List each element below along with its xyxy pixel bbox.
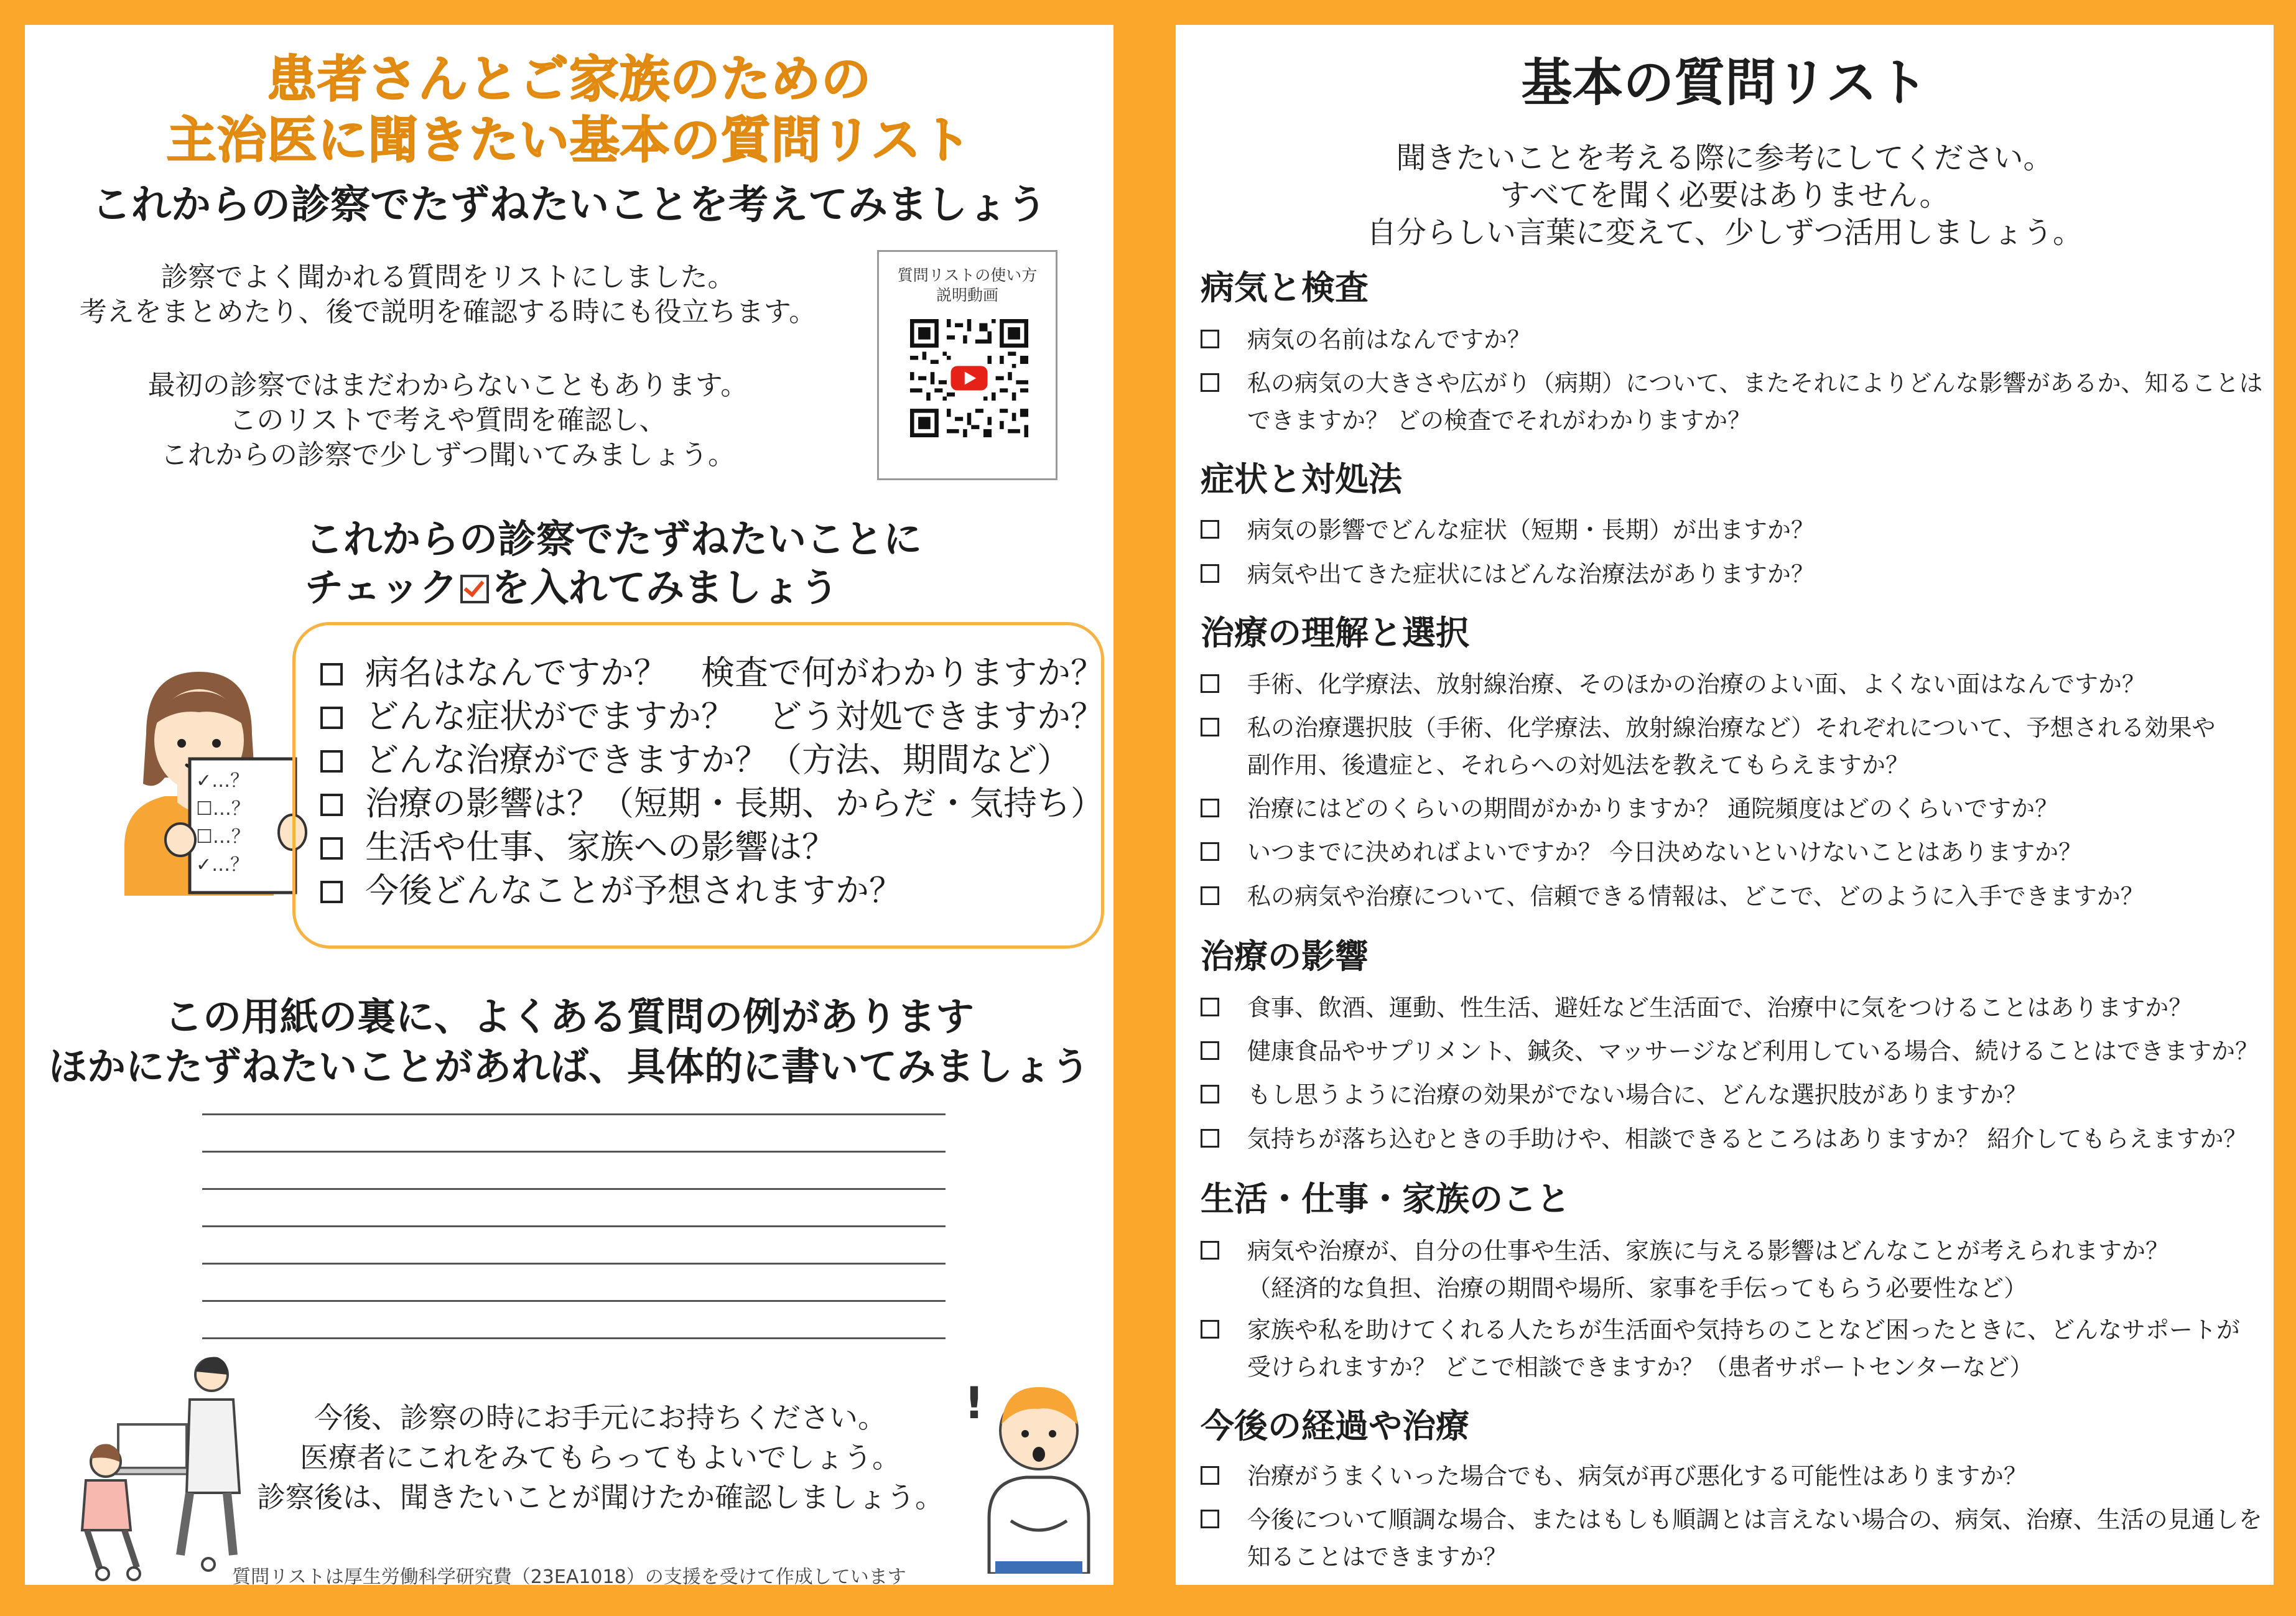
writing-line[interactable]: [202, 1188, 946, 1190]
checklist-label: 今後どんなことが予想されますか？: [365, 871, 903, 910]
checklist-box: [292, 622, 1104, 949]
question-text: 治療にはどのくらいの期間がかかりますか？ 通院頻度はどのくらいですか？: [1247, 795, 2059, 822]
question-text: いつまでに決めればよいですか？ 今日決めないといけないことはありますか？: [1247, 838, 2083, 866]
section-heading: 治療の理解と選択: [1201, 613, 1469, 652]
qr-code-icon[interactable]: [910, 319, 1028, 437]
qr-video-box[interactable]: [877, 250, 1057, 480]
checklist-item[interactable]: [320, 738, 1071, 782]
right-intro-line-2: すべてを聞く必要はありません。: [1500, 178, 1950, 213]
checkbox[interactable]: [1201, 1510, 1219, 1528]
footer-note-line-2: 医療者にこれをみてもらってもよいでしょう。: [300, 1441, 901, 1474]
right-title: 基本の質問リスト: [1521, 53, 1928, 113]
intro-1-line-2: 考えをまとめたり、後で説明を確認する時にも役立ちます。: [79, 296, 817, 328]
checklist-item[interactable]: [320, 695, 1104, 738]
question-text: 病気や治療が、自分の仕事や生活、家族に与える影響はどんなことが考えられますか？: [1247, 1237, 2170, 1265]
question-text: 病気の名前はなんですか？: [1247, 326, 1531, 353]
checkbox[interactable]: [1201, 1129, 1219, 1148]
checkbox[interactable]: [1201, 373, 1219, 392]
checkbox[interactable]: [320, 837, 343, 860]
checkbox[interactable]: [320, 663, 343, 685]
question-text: 治療がうまくいった場合でも、病気が再び悪化する可能性はありますか？: [1247, 1462, 2028, 1490]
question-text: 私の治療選択肢（手術、化学療法、放射線治療など）それぞれについて、予想される効果や: [1247, 714, 2216, 741]
footer-note-line-1: 今後、診察の時にお手元にお持ちください。: [314, 1401, 886, 1434]
intro-2-line-3: これからの診察で少しずつ聞いてみましょう。: [160, 439, 735, 471]
checklist-item[interactable]: [320, 869, 903, 912]
checkbox[interactable]: [1201, 1041, 1219, 1060]
check-heading-line-2: [305, 564, 1082, 612]
qr-caption-line-1: 質問リストの使い方: [897, 266, 1038, 284]
section-heading: 症状と対処法: [1201, 460, 1402, 499]
surprised-person-illustration: [958, 1362, 1101, 1574]
question-text-cont: （経済的な負担、治療の期間や場所、家事を手伝ってもらう必要性など）: [1247, 1275, 2028, 1302]
right-intro-line-1: 聞きたいことを考える際に参考にしてください。: [1396, 141, 2053, 175]
checkbox[interactable]: [1201, 1466, 1219, 1485]
checkbox[interactable]: [1201, 564, 1219, 583]
memo-line-2: ☐…？: [196, 798, 250, 820]
left-panel: [25, 25, 1113, 1588]
section-heading: 病気と検査: [1201, 268, 1369, 307]
checkbox-checked-icon: [460, 575, 489, 603]
question-text: 私の病気や治療について、信頼できる情報は、どこで、どのように入手できますか？: [1247, 883, 2144, 910]
writing-line[interactable]: [202, 1151, 946, 1153]
question-text: 家族や私を助けてくれる人たちが生活面や気持ちのことなど困ったときに、どんなサポートが: [1247, 1316, 2241, 1344]
checkbox[interactable]: [320, 881, 343, 903]
footer-note-line-3: 診察後は、聞きたいことが聞けたか確認しましょう。: [257, 1480, 944, 1514]
checkbox[interactable]: [1201, 842, 1219, 861]
checklist-label: 生活や仕事、家族への影響は？: [365, 827, 835, 866]
check-heading-pre: チェック: [305, 565, 458, 610]
intro-paragraph-2: [50, 368, 846, 473]
title-line-2: 主治医に聞きたい基本の質問リスト: [166, 111, 972, 169]
writing-line[interactable]: [202, 1225, 946, 1227]
checkbox[interactable]: [1201, 718, 1219, 736]
checkbox[interactable]: [1201, 998, 1219, 1016]
person-with-checklist-illustration: [87, 659, 311, 896]
checklist-item[interactable]: [320, 651, 1104, 695]
youtube-play-icon: [951, 366, 988, 390]
checklist-label: どんな治療ができますか？（方法、期間など）: [365, 740, 1071, 779]
back-heading-line-1: この用紙の裏に、よくある質問の例があります: [164, 994, 974, 1039]
checklist-label: どんな症状がでますか？ どう対処できますか？: [365, 697, 1104, 736]
checkbox[interactable]: [1201, 520, 1219, 539]
memo-line-4: ✓…？: [196, 854, 249, 876]
checkbox[interactable]: [1201, 1085, 1219, 1103]
question-text: 食事、飲酒、運動、性生活、避妊など生活面で、治療中に気をつけることはありますか？: [1247, 994, 2193, 1021]
qr-caption-line-2: 説明動画: [936, 286, 998, 304]
checklist-item[interactable]: [320, 782, 1104, 825]
section-heading: 治療の影響: [1201, 937, 1369, 976]
checkbox[interactable]: [320, 707, 343, 729]
qr-caption: [879, 266, 1056, 305]
credit-note: 質問リストは厚生労働科学研究費（23EA1018）の支援を受けて作成しています: [232, 1566, 906, 1588]
check-heading-line-1: これからの診察でたずねたいことに: [305, 516, 923, 562]
writing-line[interactable]: [202, 1300, 946, 1302]
doctor-patient-illustration: [68, 1350, 255, 1586]
section-heading: 今後の経過や治療: [1201, 1406, 1469, 1446]
title-line-1: 患者さんとご家族のための: [267, 50, 871, 108]
check-heading-post: を入れてみましょう: [491, 565, 839, 610]
memo-line-1: ✓…？: [196, 770, 249, 792]
checklist-label: 治療の影響は？（短期・長期、からだ・気持ち）: [365, 784, 1104, 823]
intro-1-line-1: 診察でよく聞かれる質問をリストにしました。: [160, 261, 735, 293]
question-text: 私の病気の大きさや広がり（病期）について、またそれによりどんな影響があるか、知ることは: [1247, 369, 2263, 397]
intro-2-line-2: このリストで考えや質問を確認し、: [229, 404, 667, 436]
checkbox[interactable]: [1201, 674, 1219, 693]
intro-2-line-1: 最初の診察ではまだわからないこともあります。: [147, 369, 748, 401]
section-heading: 生活・仕事・家族のこと: [1201, 1179, 1570, 1219]
writing-line[interactable]: [202, 1113, 946, 1115]
subtitle: これからの診察でたずねたいことを考えてみましょう: [91, 182, 1047, 228]
checkbox[interactable]: [1201, 799, 1219, 817]
question-text: もし思うように治療の効果がでない場合に、どんな選択肢がありますか？: [1247, 1081, 2028, 1108]
right-intro-line-3: 自分らしい言葉に変えて、少しずつ活用しましょう。: [1366, 215, 2083, 250]
checkbox[interactable]: [1201, 330, 1219, 348]
right-panel: [1176, 25, 2274, 1585]
question-text-cont: 受けられますか？ どこで相談できますか？（患者サポートセンターなど）: [1247, 1354, 2033, 1381]
exclamation-icon: !: [964, 1378, 984, 1429]
intro-paragraph-1: [50, 260, 846, 330]
checkbox[interactable]: [1201, 1320, 1219, 1339]
question-text: 健康食品やサプリメント、鍼灸、マッサージなど利用している場合、続けることはできますか？: [1247, 1038, 2259, 1065]
writing-line[interactable]: [202, 1337, 946, 1339]
back-heading-line-2: ほかにたずねたいことがあれば、具体的に書いてみましょう: [48, 1044, 1090, 1089]
question-text-cont: 知ることはできますか？: [1247, 1543, 1508, 1571]
question-text: 手術、化学療法、放射線治療、そのほかの治療のよい面、よくない面はなんですか？: [1247, 671, 2146, 698]
question-text: 病気の影響でどんな症状（短期・長期）が出ますか？: [1247, 516, 1815, 544]
writing-line[interactable]: [202, 1263, 946, 1265]
checkbox[interactable]: [1201, 1241, 1219, 1260]
checklist-label: 病名はなんですか？ 検査で何がわかりますか？: [365, 653, 1104, 692]
checkbox[interactable]: [320, 794, 343, 816]
question-text: 病気や出てきた症状にはどんな治療法がありますか？: [1247, 560, 1815, 588]
checkbox[interactable]: [1201, 886, 1219, 905]
checkbox[interactable]: [320, 750, 343, 773]
question-text-cont: 副作用、後遺症と、それらへの対処法を教えてもらえますか？: [1247, 751, 1910, 779]
question-text: 今後について順調な場合、またはもしも順調とは言えない場合の、病気、治療、生活の見通しを: [1247, 1506, 2262, 1533]
checklist-item[interactable]: [320, 825, 835, 869]
question-text-cont: できますか？ どの検査でそれがわかりますか？: [1247, 407, 1752, 434]
question-text: 気持ちが落ち込むときの手助けや、相談できるところはありますか？ 紹介してもらえますか？: [1247, 1125, 2247, 1153]
memo-line-3: ☐…？: [196, 826, 250, 848]
